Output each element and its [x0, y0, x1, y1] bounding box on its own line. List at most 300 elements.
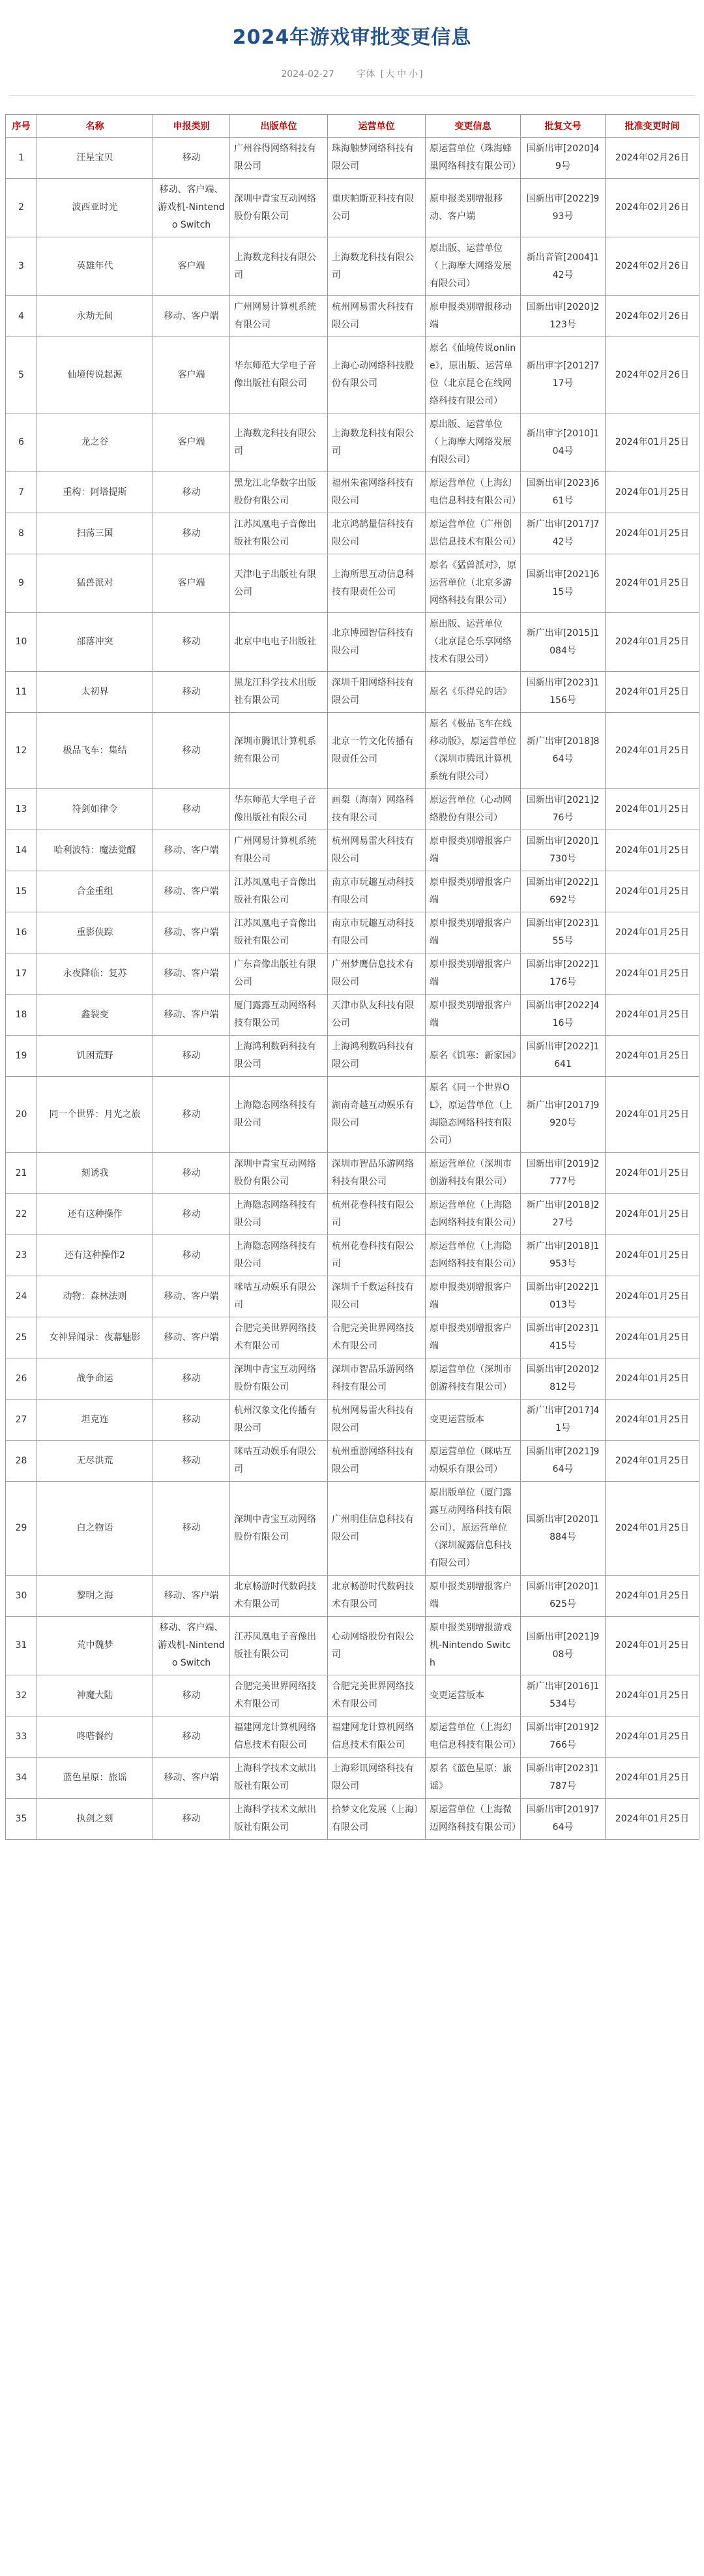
col-change-info: 原名《蓝色星原：旅谣》	[426, 1758, 521, 1799]
col-operator: 北京鸿鹄量信科技有限公司	[328, 513, 426, 554]
col-index: 17	[6, 953, 37, 995]
col-approval-number: 国新出审[2023]661号	[521, 472, 606, 513]
col-operator: 杭州网易雷火科技有限公司	[328, 1400, 426, 1441]
col-publisher: 合肥完美世界网络技术有限公司	[230, 1317, 328, 1358]
col-approval-number: 国新出审[2022]1176号	[521, 953, 606, 995]
col-category: 移动、客户端	[153, 830, 230, 871]
table-row	[6, 613, 699, 672]
col-index: 6	[6, 413, 37, 472]
col-change-info: 原运营单位（上海幻电信息科技有限公司）	[426, 1716, 521, 1758]
col-name: 永夜降临：复苏	[37, 953, 153, 995]
col-operator: 深圳千阳网络科技有限公司	[328, 672, 426, 713]
col-index: 7	[6, 472, 37, 513]
col-change-info: 原运营单位（深圳市创游科技有限公司）	[426, 1358, 521, 1400]
table-row	[6, 513, 699, 554]
col-index: 26	[6, 1358, 37, 1400]
col-approval-number: 国新出审[2021]908号	[521, 1617, 606, 1675]
header-col-approval-number: 批复文号	[521, 115, 606, 138]
col-name: 饥困荒野	[37, 1036, 153, 1077]
col-category: 移动、客户端	[153, 1576, 230, 1617]
col-change-info: 原申报类别增报客户端	[426, 995, 521, 1036]
col-name: 哈利波特：魔法觉醒	[37, 830, 153, 871]
col-publisher: 福建网龙计算机网络信息技术有限公司	[230, 1716, 328, 1758]
col-change-date: 2024年01月25日	[606, 513, 699, 554]
font-size-medium[interactable]: 中	[397, 69, 407, 80]
table-row	[6, 1194, 699, 1235]
col-change-info: 原名《猛兽派对》，原运营单位（北京多游网络科技有限公司）	[426, 554, 521, 613]
col-name: 龙之谷	[37, 413, 153, 472]
table-row	[6, 1441, 699, 1482]
col-publisher: 江苏凤凰电子音像出版社有限公司	[230, 513, 328, 554]
col-operator: 杭州网易雷火科技有限公司	[328, 296, 426, 337]
col-operator: 北京一竹文化传播有限责任公司	[328, 713, 426, 789]
col-operator: 拾梦文化发展（上海）有限公司	[328, 1799, 426, 1840]
col-category: 移动	[153, 713, 230, 789]
col-publisher: 上海数龙科技有限公司	[230, 413, 328, 472]
col-publisher: 上海隐态网络科技有限公司	[230, 1077, 328, 1153]
col-category: 移动	[153, 789, 230, 830]
col-publisher: 天津电子出版社有限公司	[230, 554, 328, 613]
table-row	[6, 995, 699, 1036]
col-operator: 心动网络股份有限公司	[328, 1617, 426, 1675]
col-operator: 重庆帕斯亚科技有限公司	[328, 179, 426, 237]
col-operator: 合肥完美世界网络技术有限公司	[328, 1675, 426, 1716]
col-operator: 上海所思互动信息科技有限责任公司	[328, 554, 426, 613]
col-change-date: 2024年02月26日	[606, 138, 699, 179]
header-col-change-date: 批准变更时间	[606, 115, 699, 138]
publish-date: 2024-02-27	[281, 69, 334, 80]
col-operator: 北京博园智信科技有限公司	[328, 613, 426, 672]
col-change-info: 原名《同一个世界OL》，原运营单位（上海隐态网络科技有限公司）	[426, 1077, 521, 1153]
table-row	[6, 1317, 699, 1358]
col-index: 28	[6, 1441, 37, 1482]
col-operator: 合肥完美世界网络技术有限公司	[328, 1317, 426, 1358]
col-change-date: 2024年01月25日	[606, 1036, 699, 1077]
col-publisher: 深圳中青宝互动网络股份有限公司	[230, 179, 328, 237]
col-category: 移动、客户端	[153, 953, 230, 995]
col-change-info: 原申报类别增报客户端	[426, 1317, 521, 1358]
col-name: 黎明之海	[37, 1576, 153, 1617]
col-index: 31	[6, 1617, 37, 1675]
col-category: 移动	[153, 513, 230, 554]
col-category: 移动	[153, 1194, 230, 1235]
col-name: 女神异闻录：夜幕魅影	[37, 1317, 153, 1358]
table-row	[6, 1758, 699, 1799]
col-change-info: 原申报类别增报客户端	[426, 953, 521, 995]
col-approval-number: 新广出审[2018]227号	[521, 1194, 606, 1235]
col-index: 9	[6, 554, 37, 613]
col-approval-number: 国新出审[2020]2812号	[521, 1358, 606, 1400]
font-size-switcher: [ 大 中 小 ]	[380, 69, 423, 80]
col-publisher: 华东师范大学电子音像出版社有限公司	[230, 337, 328, 413]
page-title: 2024年游戏审批变更信息	[232, 26, 472, 49]
col-change-info: 原出版单位（厦门露露互动网络科技有限公司），原运营单位（深圳凝露信息科技有限公司）	[426, 1482, 521, 1576]
col-operator: 上海心动网络科技股份有限公司	[328, 337, 426, 413]
col-category: 客户端	[153, 554, 230, 613]
col-publisher: 广州谷得网络科技有限公司	[230, 138, 328, 179]
article-meta	[0, 67, 704, 82]
col-change-info: 原名《乐得兑的话》	[426, 672, 521, 713]
table-row	[6, 912, 699, 953]
table-row	[6, 953, 699, 995]
col-approval-number: 新广出审[2018]864号	[521, 713, 606, 789]
col-category: 移动	[153, 138, 230, 179]
col-change-info: 原名《仙境传说online》，原出版、运营单位（北京昆仑在线网络科技有限公司）	[426, 337, 521, 413]
col-index: 35	[6, 1799, 37, 1840]
col-category: 移动、客户端	[153, 1758, 230, 1799]
col-index: 15	[6, 871, 37, 912]
col-operator: 画梨（海南）网络科技有限公司	[328, 789, 426, 830]
table-row	[6, 337, 699, 413]
col-change-date: 2024年01月25日	[606, 554, 699, 613]
col-operator: 深圳市智品乐游网络科技有限公司	[328, 1153, 426, 1194]
col-name: 刻诱我	[37, 1153, 153, 1194]
col-operator: 福建网龙计算机网络信息技术有限公司	[328, 1716, 426, 1758]
col-change-date: 2024年01月25日	[606, 912, 699, 953]
col-name: 还有这种操作	[37, 1194, 153, 1235]
col-publisher: 江苏凤凰电子音像出版社有限公司	[230, 912, 328, 953]
col-name: 无尽洪荒	[37, 1441, 153, 1482]
table-row	[6, 1400, 699, 1441]
col-approval-number: 国新出审[2023]1787号	[521, 1758, 606, 1799]
table-row	[6, 830, 699, 871]
col-publisher: 广州网易计算机系统有限公司	[230, 296, 328, 337]
col-operator: 珠海触梦网络科技有限公司	[328, 138, 426, 179]
col-approval-number: 国新出审[2020]49号	[521, 138, 606, 179]
table-row	[6, 1799, 699, 1840]
table-row	[6, 871, 699, 912]
col-approval-number: 新广出审[2017]9920号	[521, 1077, 606, 1153]
col-approval-number: 新广出审[2015]1084号	[521, 613, 606, 672]
col-name: 还有这种操作2	[37, 1235, 153, 1276]
col-publisher: 华东师范大学电子音像出版社有限公司	[230, 789, 328, 830]
col-category: 移动	[153, 1400, 230, 1441]
header-col-index: 序号	[6, 115, 37, 138]
col-index: 23	[6, 1235, 37, 1276]
col-change-date: 2024年01月25日	[606, 1077, 699, 1153]
col-publisher: 北京畅游时代数码技术有限公司	[230, 1576, 328, 1617]
col-publisher: 上海科学技术文献出版社有限公司	[230, 1758, 328, 1799]
col-category: 移动	[153, 672, 230, 713]
col-change-info: 原运营单位（广州创思信息技术有限公司）	[426, 513, 521, 554]
col-approval-number: 国新出审[2020]1625号	[521, 1576, 606, 1617]
col-name: 英雄年代	[37, 237, 153, 296]
col-name: 同一个世界：月光之旅	[37, 1077, 153, 1153]
col-approval-number: 国新出审[2020]1884号	[521, 1482, 606, 1576]
col-approval-number: 新广出审[2018]1953号	[521, 1235, 606, 1276]
col-change-date: 2024年01月25日	[606, 871, 699, 912]
col-change-info: 原申报类别增报客户端	[426, 1576, 521, 1617]
table-row	[6, 296, 699, 337]
col-change-info: 变更运营版本	[426, 1675, 521, 1716]
header-col-name: 名称	[37, 115, 153, 138]
col-name: 仙境传说起源	[37, 337, 153, 413]
col-index: 25	[6, 1317, 37, 1358]
table-row	[6, 1153, 699, 1194]
table-row	[6, 1716, 699, 1758]
col-change-date: 2024年01月25日	[606, 413, 699, 472]
col-publisher: 上海鸿利数码科技有限公司	[230, 1036, 328, 1077]
col-approval-number: 国新出审[2019]2766号	[521, 1716, 606, 1758]
col-publisher: 深圳中青宝互动网络股份有限公司	[230, 1153, 328, 1194]
col-index: 11	[6, 672, 37, 713]
col-category: 移动	[153, 1482, 230, 1576]
col-index: 22	[6, 1194, 37, 1235]
col-name: 执剑之刻	[37, 1799, 153, 1840]
col-operator: 天津市队友科技有限公司	[328, 995, 426, 1036]
col-change-info: 原出版、运营单位（北京昆仑乐享网络技术有限公司）	[426, 613, 521, 672]
col-operator: 南京市玩趣互动科技有限公司	[328, 912, 426, 953]
table-row	[6, 413, 699, 472]
col-approval-number: 国新出审[2023]155号	[521, 912, 606, 953]
col-category: 移动、客户端、游戏机-Nintendo Switch	[153, 179, 230, 237]
col-publisher: 咪咕互动娱乐有限公司	[230, 1276, 328, 1317]
col-publisher: 广东音像出版社有限公司	[230, 953, 328, 995]
col-name: 部落冲突	[37, 613, 153, 672]
col-change-info: 变更运营版本	[426, 1400, 521, 1441]
col-change-info: 原申报类别增报移动、客户端	[426, 179, 521, 237]
col-change-info: 原申报类别增报客户端	[426, 912, 521, 953]
divider	[8, 95, 696, 96]
col-publisher: 上海数龙科技有限公司	[230, 237, 328, 296]
col-operator: 上海彩讯网络科技有限公司	[328, 1758, 426, 1799]
table-row	[6, 672, 699, 713]
table-row	[6, 789, 699, 830]
col-change-date: 2024年01月25日	[606, 953, 699, 995]
col-category: 移动	[153, 472, 230, 513]
table-row	[6, 1235, 699, 1276]
col-approval-number: 新出审字[2010]104号	[521, 413, 606, 472]
col-category: 移动、客户端	[153, 871, 230, 912]
col-change-date: 2024年01月25日	[606, 1576, 699, 1617]
col-index: 13	[6, 789, 37, 830]
col-operator: 广州明佳信息科技有限公司	[328, 1482, 426, 1576]
col-name: 蓝色星原：旅谣	[37, 1758, 153, 1799]
col-operator: 福州朱雀网络科技有限公司	[328, 472, 426, 513]
col-publisher: 广州网易计算机系统有限公司	[230, 830, 328, 871]
col-category: 客户端	[153, 337, 230, 413]
col-change-info: 原申报类别增报移动端	[426, 296, 521, 337]
col-operator: 北京畅游时代数码技术有限公司	[328, 1576, 426, 1617]
col-change-date: 2024年01月25日	[606, 1400, 699, 1441]
col-approval-number: 国新出审[2020]1730号	[521, 830, 606, 871]
col-change-info: 原名《极品飞车在线移动版》，原运营单位（深圳市腾讯计算机系统有限公司）	[426, 713, 521, 789]
col-operator: 广州梦鹰信息技术有限公司	[328, 953, 426, 995]
col-approval-number: 新出审字[2012]717号	[521, 337, 606, 413]
table-row	[6, 1617, 699, 1675]
col-category: 移动、客户端	[153, 1317, 230, 1358]
col-publisher: 杭州汉象文化传播有限公司	[230, 1400, 328, 1441]
col-change-info: 原运营单位（上海隐态网络科技有限公司）	[426, 1235, 521, 1276]
table-row	[6, 138, 699, 179]
col-change-date: 2024年01月25日	[606, 1358, 699, 1400]
table-row	[6, 1077, 699, 1153]
col-change-date: 2024年02月26日	[606, 237, 699, 296]
col-change-date: 2024年01月25日	[606, 1675, 699, 1716]
col-publisher: 上海隐态网络科技有限公司	[230, 1235, 328, 1276]
col-publisher: 合肥完美世界网络技术有限公司	[230, 1675, 328, 1716]
col-index: 5	[6, 337, 37, 413]
col-change-date: 2024年01月25日	[606, 613, 699, 672]
col-approval-number: 国新出审[2021]615号	[521, 554, 606, 613]
col-change-info: 原名《饥寒：新家园》	[426, 1036, 521, 1077]
table-row	[6, 554, 699, 613]
col-category: 客户端	[153, 413, 230, 472]
col-change-info: 原运营单位（心动网络股份有限公司）	[426, 789, 521, 830]
col-name: 汪星宝贝	[37, 138, 153, 179]
col-index: 29	[6, 1482, 37, 1576]
table-row	[6, 472, 699, 513]
col-publisher: 厦门露露互动网络科技有限公司	[230, 995, 328, 1036]
col-category: 移动	[153, 1235, 230, 1276]
col-index: 2	[6, 179, 37, 237]
col-category: 移动	[153, 1675, 230, 1716]
font-size-small[interactable]: 小	[409, 69, 418, 80]
col-change-date: 2024年01月25日	[606, 1758, 699, 1799]
col-operator: 上海数龙科技有限公司	[328, 237, 426, 296]
col-name: 扫荡三国	[37, 513, 153, 554]
col-name: 荒中魏梦	[37, 1617, 153, 1675]
col-change-date: 2024年01月25日	[606, 472, 699, 513]
col-index: 33	[6, 1716, 37, 1758]
col-publisher: 深圳中青宝互动网络股份有限公司	[230, 1358, 328, 1400]
col-name: 动物：森林法则	[37, 1276, 153, 1317]
col-name: 坦克连	[37, 1400, 153, 1441]
col-category: 移动、客户端	[153, 912, 230, 953]
col-name: 战争命运	[37, 1358, 153, 1400]
col-change-date: 2024年01月25日	[606, 995, 699, 1036]
col-index: 24	[6, 1276, 37, 1317]
col-index: 20	[6, 1077, 37, 1153]
col-change-date: 2024年01月25日	[606, 1153, 699, 1194]
col-index: 32	[6, 1675, 37, 1716]
col-index: 27	[6, 1400, 37, 1441]
col-publisher: 江苏凤凰电子音像出版社有限公司	[230, 871, 328, 912]
col-index: 14	[6, 830, 37, 871]
col-name: 合金重组	[37, 871, 153, 912]
col-index: 3	[6, 237, 37, 296]
col-change-info: 原运营单位（深圳市创游科技有限公司）	[426, 1153, 521, 1194]
col-change-info: 原运营单位（珠海蜂巢网络科技有限公司）	[426, 138, 521, 179]
table-row	[6, 179, 699, 237]
col-category: 移动	[153, 1036, 230, 1077]
col-change-date: 2024年01月25日	[606, 672, 699, 713]
col-name: 白之物语	[37, 1482, 153, 1576]
col-name: 重构：阿塔提斯	[37, 472, 153, 513]
col-operator: 深圳千千数运科技有限公司	[328, 1276, 426, 1317]
table-row	[6, 1036, 699, 1077]
col-category: 移动	[153, 1441, 230, 1482]
col-change-info: 原申报类别增报游戏机-Nintendo Switch	[426, 1617, 521, 1675]
col-change-date: 2024年02月26日	[606, 337, 699, 413]
col-publisher: 咪咕互动娱乐有限公司	[230, 1441, 328, 1482]
table-row	[6, 1276, 699, 1317]
col-approval-number: 国新出审[2022]1692号	[521, 871, 606, 912]
col-name: 极品飞车：集结	[37, 713, 153, 789]
col-change-date: 2024年02月26日	[606, 179, 699, 237]
col-name: 猛兽派对	[37, 554, 153, 613]
col-category: 移动、客户端	[153, 995, 230, 1036]
col-name: 永劫无间	[37, 296, 153, 337]
col-approval-number: 新广出审[2016]1534号	[521, 1675, 606, 1716]
col-name: 波西亚时光	[37, 179, 153, 237]
col-index: 10	[6, 613, 37, 672]
col-approval-number: 国新出审[2022]1013号	[521, 1276, 606, 1317]
col-approval-number: 国新出审[2019]764号	[521, 1799, 606, 1840]
col-operator: 杭州花卷科技有限公司	[328, 1235, 426, 1276]
font-size-label: 字体	[357, 69, 375, 80]
col-index: 21	[6, 1153, 37, 1194]
col-index: 19	[6, 1036, 37, 1077]
col-approval-number: 国新出审[2020]2123号	[521, 296, 606, 337]
col-change-date: 2024年01月25日	[606, 789, 699, 830]
col-name: 神魔大陆	[37, 1675, 153, 1716]
col-approval-number: 国新出审[2022]416号	[521, 995, 606, 1036]
table-row	[6, 1482, 699, 1576]
col-change-date: 2024年01月25日	[606, 1235, 699, 1276]
col-approval-number: 国新出审[2023]1415号	[521, 1317, 606, 1358]
col-operator: 杭州花卷科技有限公司	[328, 1194, 426, 1235]
col-approval-number: 新广出审[2017]742号	[521, 513, 606, 554]
col-category: 移动	[153, 1799, 230, 1840]
col-operator: 南京市玩趣互动科技有限公司	[328, 871, 426, 912]
col-index: 18	[6, 995, 37, 1036]
col-publisher: 深圳中青宝互动网络股份有限公司	[230, 1482, 328, 1576]
col-index: 4	[6, 296, 37, 337]
table-row	[6, 1576, 699, 1617]
col-index: 8	[6, 513, 37, 554]
col-change-info: 原运营单位（上海微迈网络科技有限公司）	[426, 1799, 521, 1840]
col-change-date: 2024年01月25日	[606, 1482, 699, 1576]
col-change-date: 2024年02月26日	[606, 296, 699, 337]
col-category: 客户端	[153, 237, 230, 296]
col-change-date: 2024年01月25日	[606, 1716, 699, 1758]
header-col-category: 申报类别	[153, 115, 230, 138]
col-change-info: 原出版、运营单位（上海摩大网络发展有限公司）	[426, 413, 521, 472]
col-publisher: 上海隐态网络科技有限公司	[230, 1194, 328, 1235]
header-col-change-info: 变更信息	[426, 115, 521, 138]
col-change-date: 2024年01月25日	[606, 830, 699, 871]
font-size-large[interactable]: 大	[385, 69, 395, 80]
table-row	[6, 1358, 699, 1400]
col-name: 咚嗒餐约	[37, 1716, 153, 1758]
col-approval-number: 国新出审[2022]993号	[521, 179, 606, 237]
col-change-date: 2024年01月25日	[606, 1441, 699, 1482]
col-operator: 湖南奇越互动娱乐有限公司	[328, 1077, 426, 1153]
col-category: 移动	[153, 1153, 230, 1194]
col-approval-number: 国新出审[2023]1156号	[521, 672, 606, 713]
col-approval-number: 国新出审[2021]964号	[521, 1441, 606, 1482]
table-row	[6, 237, 699, 296]
col-approval-number: 国新出审[2019]2777号	[521, 1153, 606, 1194]
col-index: 34	[6, 1758, 37, 1799]
header-col-operator: 运营单位	[328, 115, 426, 138]
col-operator: 上海鸿利数码科技有限公司	[328, 1036, 426, 1077]
col-change-info: 原申报类别增报客户端	[426, 1276, 521, 1317]
col-operator: 上海数龙科技有限公司	[328, 413, 426, 472]
col-change-date: 2024年01月25日	[606, 1617, 699, 1675]
col-operator: 深圳市智品乐游网络科技有限公司	[328, 1358, 426, 1400]
table-row	[6, 1675, 699, 1716]
col-change-info: 原申报类别增报客户端	[426, 830, 521, 871]
col-publisher: 上海科学技术文献出版社有限公司	[230, 1799, 328, 1840]
header-col-publisher: 出版单位	[230, 115, 328, 138]
col-approval-number: 新广出审[2017]41号	[521, 1400, 606, 1441]
table-row	[6, 713, 699, 789]
col-change-date: 2024年01月25日	[606, 1194, 699, 1235]
col-category: 移动	[153, 1716, 230, 1758]
col-change-date: 2024年01月25日	[606, 1276, 699, 1317]
